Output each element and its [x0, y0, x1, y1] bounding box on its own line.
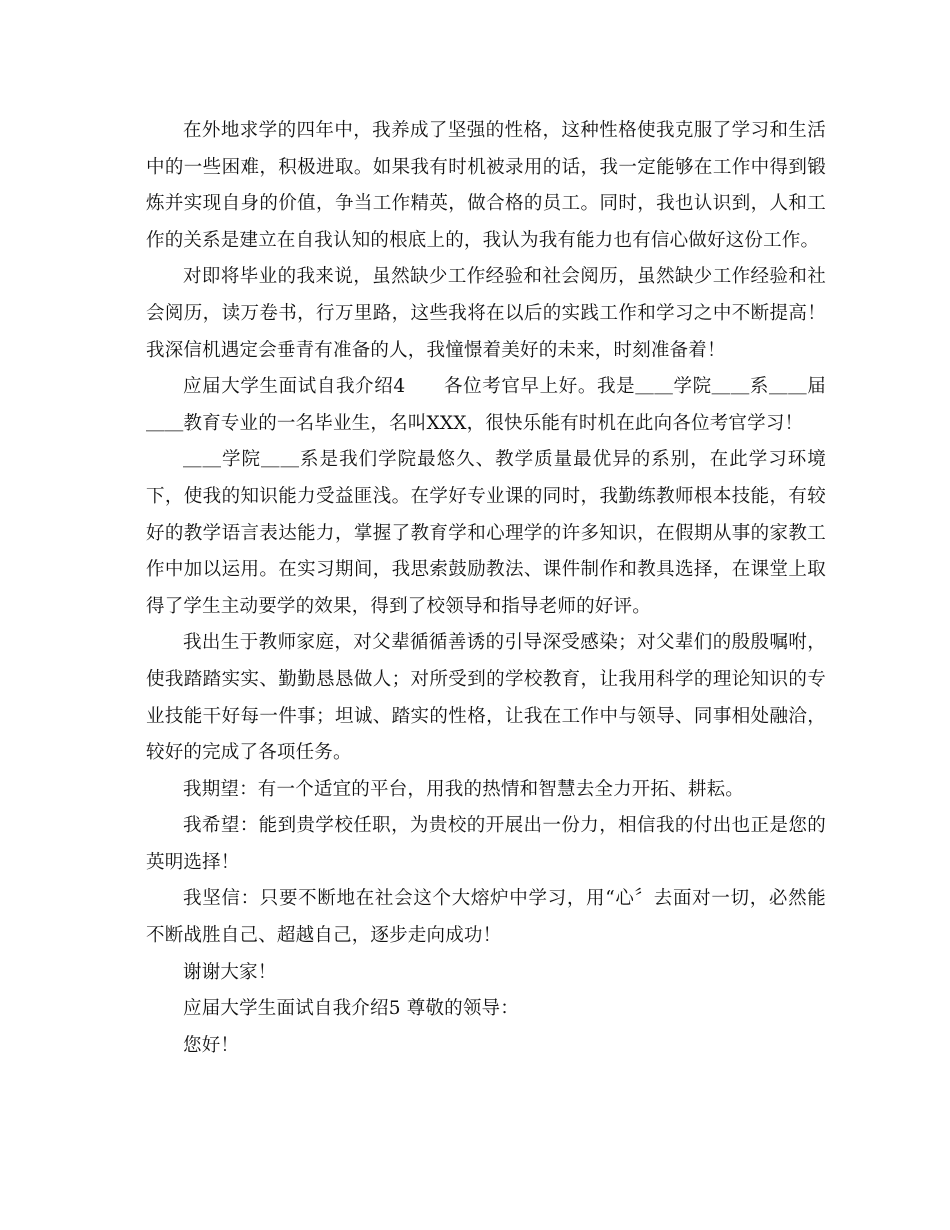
- paragraph-6: 我期望：有一个适宜的平台，用我的热情和智慧去全力开拓、耕耘。: [183, 778, 745, 800]
- paragraph-3: 应届大学生面试自我介绍4 各位考官早上好。我是＿＿学院＿＿系＿＿届＿＿教育专业的一名毕业生，名叫XXX，很快乐能有时机在此向各位考官学习！: [146, 376, 826, 434]
- paragraph-1: 在外地求学的四年中，我养成了坚强的性格，这种性格使我克服了学习和生活中的一些困难，积极进取。如果我有时机被录用的话，我一定能够在工作中得到锻炼并实现自身的价值，争当工作精英，做合格的员工。同时，我也认识到，人和工作的关系是建立在自我认知的根底上的，我认为我有能力也有信心做好这份工作。: [146, 120, 826, 251]
- document-page: [146, 113, 826, 1064]
- paragraph-11: 您好！: [183, 1034, 240, 1056]
- paragraph-5: 我出生于教师家庭，对父辈循循善诱的引导深受感染；对父辈们的殷殷嘱咐，使我踏踏实实、勤勤恳恳做人；对所受到的学校教育，让我用科学的理论知识的专业技能干好每一件事；坦诚、踏实的性格，让我在工作中与领导、同事相处融洽，较好的完成了各项任务。: [146, 632, 826, 764]
- paragraph-9: 谢谢大家！: [183, 961, 277, 983]
- paragraph-10: 应届大学生面试自我介绍5 尊敬的领导：: [183, 998, 519, 1020]
- paragraph-7: 我希望：能到贵学校任职，为贵校的开展出一份力，相信我的付出也正是您的英明选择！: [146, 815, 826, 873]
- paragraph-2: 对即将毕业的我来说，虽然缺少工作经验和社会阅历，虽然缺少工作经验和社会阅历，读万卷书，行万里路，这些我将在以后的实践工作和学习之中不断提高！我深信机遇定会垂青有准备的人，我憧憬着美好的未来，时刻准备着！: [146, 266, 826, 361]
- paragraph-8: 我坚信：只要不断地在社会这个大熔炉中学习，用“心〞去面对一切，必然能不断战胜自己、超越自己，逐步走向成功！: [146, 888, 826, 947]
- paragraph-4: ＿＿学院＿＿系是我们学院最悠久、教学质量最优异的系别，在此学习环境下，使我的知识能力受益匪浅。在学好专业课的同时，我勤练教师根本技能，有较好的教学语言表达能力，掌握了教育学和心理学的许多知识，在假期从事的家教工作中加以运用。在实习期间，我思索鼓励教法、课件制作和教具选择，在课堂上取得了学生主动要学的效果，得到了校领导和指导老师的好评。: [146, 449, 826, 617]
